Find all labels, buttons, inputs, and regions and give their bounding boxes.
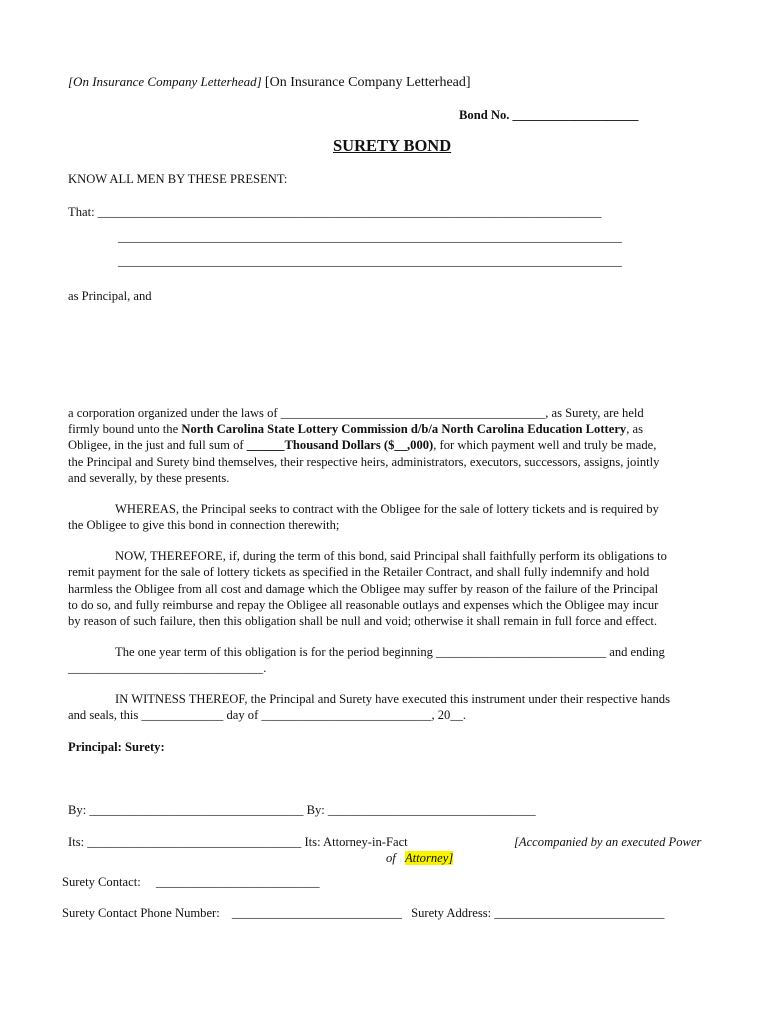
term-line-1: The one year term of this obligation is for the period beginning ___________________________ and ending	[115, 645, 665, 659]
term-line-2: _______________________________.	[68, 661, 267, 675]
para1-line-5: and severally, by these presents.	[68, 471, 230, 485]
para1-line-3	[68, 437, 656, 453]
letterhead-line	[68, 74, 471, 91]
attorney-highlight: Attorney]	[404, 851, 454, 865]
its-signature-line: Its: __________________________________ Its: Attorney-in-Fact	[68, 835, 408, 849]
whereas-line-2: the Obligee to give this bond in connection therewith;	[68, 518, 340, 532]
now-therefore-line-4: to do so, and fully reimburse and repay the Obligee all reasonable outlays and expenses which the Obligee may incur	[68, 598, 659, 612]
know-all-heading: KNOW ALL MEN BY THESE PRESENT:	[68, 172, 288, 186]
surety-phone-row	[62, 905, 664, 921]
that-line-1: That: ________________________________________________________________________________	[68, 205, 602, 219]
para1-line-2	[68, 421, 643, 437]
of-text: of	[386, 851, 396, 865]
surety-phone-blank: ___________________________	[231, 906, 402, 920]
bond-number: Bond No. ____________________	[459, 108, 639, 122]
principal-surety-heading: Principal: Surety:	[68, 740, 165, 754]
that-line-2: ________________________________________________________________________________	[118, 230, 622, 244]
attorney-note	[386, 850, 453, 866]
now-therefore-line-3: harmless the Obligee from all cost and damage which the Obligee may suffer by reason of the failure of the Principal	[68, 582, 659, 596]
now-therefore-line-2: remit payment for the sale of lottery tickets as specified in the Retailer Contract, and shall fully indemnify and hold	[68, 565, 650, 579]
para1-line-3-c: , for which payment well and truly be made,	[433, 438, 657, 452]
by-signature-line: By: __________________________________ By: _________________________________	[68, 803, 536, 817]
witness-line-2: and seals, this _____________ day of ___________________________, 20__.	[68, 708, 467, 722]
whereas-line-1: WHEREAS, the Principal seeks to contract with the Obligee for the sale of lottery tickets and is required by	[115, 502, 659, 516]
para1-line-2-c: , as	[626, 422, 643, 436]
now-therefore-line-1: NOW, THEREFORE, if, during the term of this bond, said Principal shall faithfully perform its obligations to	[115, 549, 667, 563]
letterhead-italic: [On Insurance Company Letterhead]	[68, 74, 262, 89]
surety-phone-label: Surety Contact Phone Number:	[62, 906, 220, 920]
para1-line-2-a: firmly bound unto the	[68, 422, 182, 436]
accompanied-note: [Accompanied by an executed Power	[514, 835, 702, 849]
bond-amount: ______Thousand Dollars ($__,000)	[246, 438, 434, 452]
surety-contact-row	[62, 874, 320, 890]
obligee-name: North Carolina State Lottery Commission d/b/a North Carolina Education Lottery	[181, 422, 627, 436]
letterhead-plain: [On Insurance Company Letterhead]	[264, 75, 471, 90]
document-title: SURETY BOND	[333, 136, 452, 155]
surety-address-label: Surety Address:	[411, 906, 492, 920]
now-therefore-line-5: by reason of such failure, then this obligation shall be null and void; otherwise it shall remain in full force and effect.	[68, 614, 658, 628]
that-line-3: ________________________________________________________________________________	[118, 254, 622, 268]
surety-address-blank: ___________________________	[494, 906, 665, 920]
para1-line-4: the Principal and Surety bind themselves, their respective heirs, administrators, executors, successors, assigns, jointly	[68, 455, 660, 469]
witness-line-1: IN WITNESS THEREOF, the Principal and Surety have executed this instrument under their respective hands	[115, 692, 670, 706]
surety-contact-label: Surety Contact:	[62, 875, 141, 889]
para1-line-3-a: Obligee, in the just and full sum of	[68, 438, 247, 452]
surety-contact-blank: __________________________	[155, 875, 320, 889]
as-principal-text: as Principal, and	[68, 289, 152, 303]
para1-line-1: a corporation organized under the laws of __________________________________________, as Surety, are held	[68, 406, 644, 420]
